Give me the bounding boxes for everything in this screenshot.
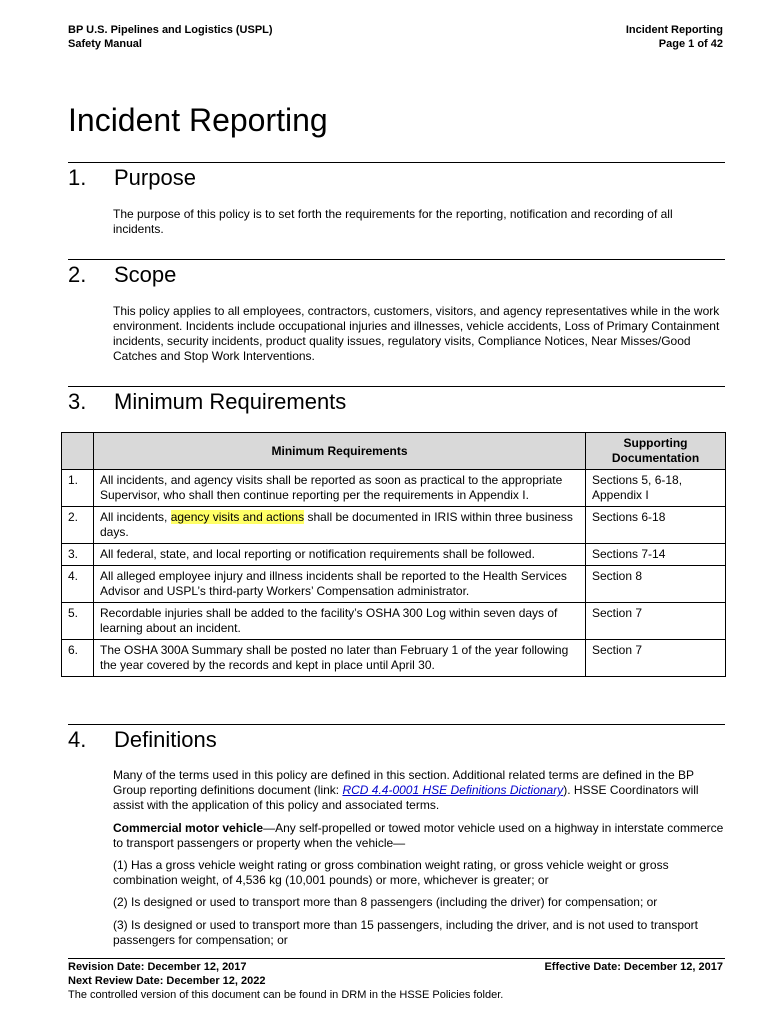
row-requirement: The OSHA 300A Summary shall be posted no later than February 1 of the year following the year covered by the records and kept in place until April 30. <box>94 640 586 677</box>
section-heading-definitions <box>68 726 217 754</box>
definition-text: —Any self-propelled or towed motor vehicle used on a highway in interstate commerce to transport passengers or property when the vehicle— <box>113 821 724 850</box>
section-divider <box>68 386 725 387</box>
table-row <box>62 566 726 603</box>
definition-item: (1) Has a gross vehicle weight rating or gross combination weight rating, or gross vehicle weight or gross combination weight, of 4,536 kg (10,001 pounds) or more, whichever is greater; or <box>113 858 669 887</box>
section-number: 1. <box>68 165 87 190</box>
header-right <box>626 23 723 51</box>
definitions-intro <box>113 768 725 813</box>
section-number: 2. <box>68 262 87 287</box>
intro-text: Many of the terms used in this policy are defined in this section. Additional related terms are defined in the BP Group reporting definitions document (link: <box>113 768 694 797</box>
footer-note: The controlled version of this document can be found in DRM in the HSSE Policies folder. <box>68 989 504 1001</box>
section-title: Definitions <box>114 727 217 752</box>
row-number: 2. <box>62 507 94 544</box>
row-requirement: All alleged employee injury and illness incidents shall be reported to the Health Services Advisor and USPL’s third-party Workers’ Compensation administrator. <box>94 566 586 603</box>
page-title: Incident Reporting <box>68 102 328 138</box>
section-divider <box>68 162 725 163</box>
table-header-requirements: Minimum Requirements <box>94 433 586 470</box>
purpose-text: The purpose of this policy is to set forth the requirements for the reporting, notification and recording of all incidents. <box>113 207 673 236</box>
row-documentation: Sections 7-14 <box>586 544 726 566</box>
row-number: 5. <box>62 603 94 640</box>
section-heading-scope <box>68 261 176 289</box>
definition-commercial-motor-vehicle <box>113 821 725 851</box>
row-number: 3. <box>62 544 94 566</box>
definition-item: (2) Is designed or used to transport more than 8 passengers (including the driver) for compensation; or <box>113 895 658 909</box>
section-number: 3. <box>68 389 87 414</box>
requirement-text: All incidents, <box>100 510 171 524</box>
intro-text: ). HSSE Coordinators will assist with the application of this policy and associated terms. <box>113 783 699 812</box>
table-row <box>62 544 726 566</box>
header-manual: Safety Manual <box>68 38 142 50</box>
table-header-documentation: Supporting Documentation <box>586 433 726 470</box>
section-title: Purpose <box>114 165 196 190</box>
requirements-table <box>61 432 726 677</box>
header-org: BP U.S. Pipelines and Logistics (USPL) <box>68 24 273 36</box>
section-number: 4. <box>68 727 87 752</box>
table-row <box>62 603 726 640</box>
footer-revision-date: Revision Date: December 12, 2017 <box>68 961 247 973</box>
header-left <box>68 23 273 51</box>
row-documentation: Section 7 <box>586 603 726 640</box>
section-heading-purpose <box>68 164 196 192</box>
section-title: Minimum Requirements <box>114 389 347 414</box>
section-title: Scope <box>114 262 177 287</box>
header-page-number: Page 1 of 42 <box>658 38 723 50</box>
highlighted-text: agency visits and actions <box>170 510 305 524</box>
table-row <box>62 507 726 544</box>
row-number: 4. <box>62 566 94 603</box>
scope-text: This policy applies to all employees, contractors, customers, visitors, and agency representatives while in the work environment. Incidents include occupational injuries and illnesses, vehicle accidents, Loss of Primary Containment incidents, security incidents, product quality issues, regulatory visits, Compliance Notices, Near Misses/Good Catches and Stop Work Interventions. <box>113 304 720 363</box>
row-documentation: Section 7 <box>586 640 726 677</box>
section-divider <box>68 259 725 260</box>
footer-effective-date: Effective Date: December 12, 2017 <box>544 961 723 973</box>
row-documentation: Sections 6-18 <box>586 507 726 544</box>
requirement-text: shall be documented in IRIS within three business days. <box>100 510 573 539</box>
row-requirement: All federal, state, and local reporting or notification requirements shall be followed. <box>94 544 586 566</box>
table-header-number <box>62 433 94 470</box>
footer-divider <box>68 958 725 959</box>
section-divider <box>68 724 725 725</box>
row-requirement <box>94 507 586 544</box>
footer-next-review-date: Next Review Date: December 12, 2022 <box>68 975 266 987</box>
row-requirement: All incidents, and agency visits shall be reported as soon as practical to the appropriate Supervisor, who shall then continue reporting per the requirements in Appendix I. <box>94 470 586 507</box>
row-documentation: Section 8 <box>586 566 726 603</box>
row-number: 6. <box>62 640 94 677</box>
row-number: 1. <box>62 470 94 507</box>
header-doc-name: Incident Reporting <box>625 24 723 36</box>
definition-item: (3) Is designed or used to transport more than 15 passengers, including the driver, and is not used to transport passengers for compensation; or <box>113 918 699 947</box>
row-documentation: Sections 5, 6-18, Appendix I <box>586 470 726 507</box>
row-requirement: Recordable injuries shall be added to the facility’s OSHA 300 Log within seven days of learning about an incident. <box>94 603 586 640</box>
table-row <box>62 640 726 677</box>
section-heading-minimum-requirements <box>68 388 346 416</box>
definitions-dictionary-link[interactable]: RCD 4.4-0001 HSE Definitions Dictionary <box>342 783 564 797</box>
table-header-row <box>62 433 726 470</box>
definition-term: Commercial motor vehicle <box>113 821 264 835</box>
table-row <box>62 470 726 507</box>
